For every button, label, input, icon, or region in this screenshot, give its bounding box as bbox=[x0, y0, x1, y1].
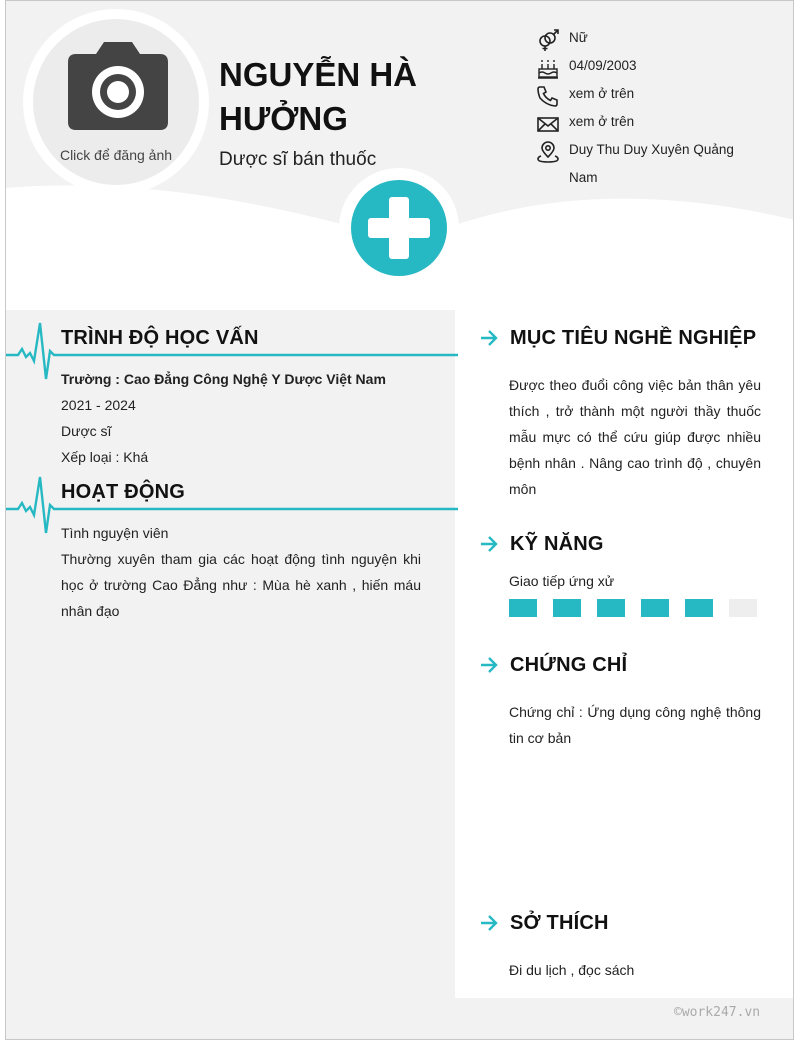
phone-icon bbox=[537, 85, 563, 107]
birthday-cake-icon bbox=[537, 57, 563, 79]
education-major: Dược sĩ bbox=[61, 423, 112, 439]
hobbies-text: Đi du lịch , đọc sách bbox=[509, 962, 635, 978]
activities-description: Thường xuyên tham gia các hoạt động tình nguyện khi học ở trường Cao Đẳng như : Mùa hè xanh , hiến máu nhân đạo bbox=[61, 551, 421, 619]
arrow-right-icon bbox=[479, 535, 499, 553]
full-name: NGUYỄN HÀ HƯỞNG bbox=[219, 56, 418, 137]
education-title: TRÌNH ĐỘ HỌC VẤN bbox=[61, 327, 259, 349]
medical-cross-emblem bbox=[339, 168, 459, 288]
gender-value: Nữ bbox=[569, 30, 588, 45]
education-years: 2021 - 2024 bbox=[61, 397, 136, 413]
skill-level-block bbox=[641, 599, 669, 617]
cv-page bbox=[5, 0, 794, 1040]
avatar-caption: Click để đăng ảnh bbox=[59, 147, 173, 163]
arrow-right-icon bbox=[479, 656, 499, 674]
avatar-upload[interactable] bbox=[23, 9, 209, 195]
skill-level-block bbox=[685, 599, 713, 617]
education-grade: Xếp loại : Khá bbox=[61, 449, 149, 465]
address-value: Duy Thu Duy Xuyên Quảng Nam bbox=[569, 142, 734, 185]
watermark: ©work247.vn bbox=[674, 1005, 761, 1020]
contact-address bbox=[537, 143, 767, 199]
email-value: xem ở trên bbox=[569, 114, 635, 129]
skill-level-block bbox=[509, 599, 537, 617]
objective-text: Được theo đuổi công việc bản thân yêu thích , trở thành một người thầy thuốc mẫu mực có thể cứu giúp được nhiều bệnh nhân . Nâng cao trình độ , chuyên môn bbox=[509, 377, 761, 497]
activities-role: Tình nguyện viên bbox=[61, 525, 169, 541]
skill-level-block bbox=[729, 599, 757, 617]
certificates-title: CHỨNG CHỈ bbox=[510, 654, 628, 676]
skills-title: KỸ NĂNG bbox=[510, 533, 604, 555]
arrow-right-icon bbox=[479, 914, 499, 932]
contact-info bbox=[537, 31, 767, 199]
camera-icon bbox=[68, 42, 168, 130]
location-pin-icon bbox=[537, 141, 563, 163]
birthday-value: 04/09/2003 bbox=[569, 58, 637, 73]
skill-name: Giao tiếp ứng xử bbox=[509, 573, 615, 589]
skill-level-block bbox=[597, 599, 625, 617]
job-title: Dược sĩ bán thuốc bbox=[219, 149, 377, 170]
arrow-right-icon bbox=[479, 329, 499, 347]
skill-rating-bar bbox=[509, 599, 757, 617]
email-icon bbox=[537, 113, 563, 135]
education-school: Trường : Cao Đẳng Công Nghệ Y Dược Việt Nam bbox=[61, 371, 386, 387]
objective-title: MỤC TIÊU NGHỀ NGHIỆP bbox=[510, 327, 757, 349]
medical-cross-icon bbox=[351, 180, 447, 276]
gender-icon bbox=[537, 29, 563, 51]
phone-value: xem ở trên bbox=[569, 86, 635, 101]
certificates-text: Chứng chỉ : Ứng dụng công nghệ thông tin cơ bản bbox=[509, 704, 761, 746]
activities-title: HOẠT ĐỘNG bbox=[61, 481, 186, 503]
hobbies-title: SỞ THÍCH bbox=[510, 912, 609, 934]
skill-level-block bbox=[553, 599, 581, 617]
